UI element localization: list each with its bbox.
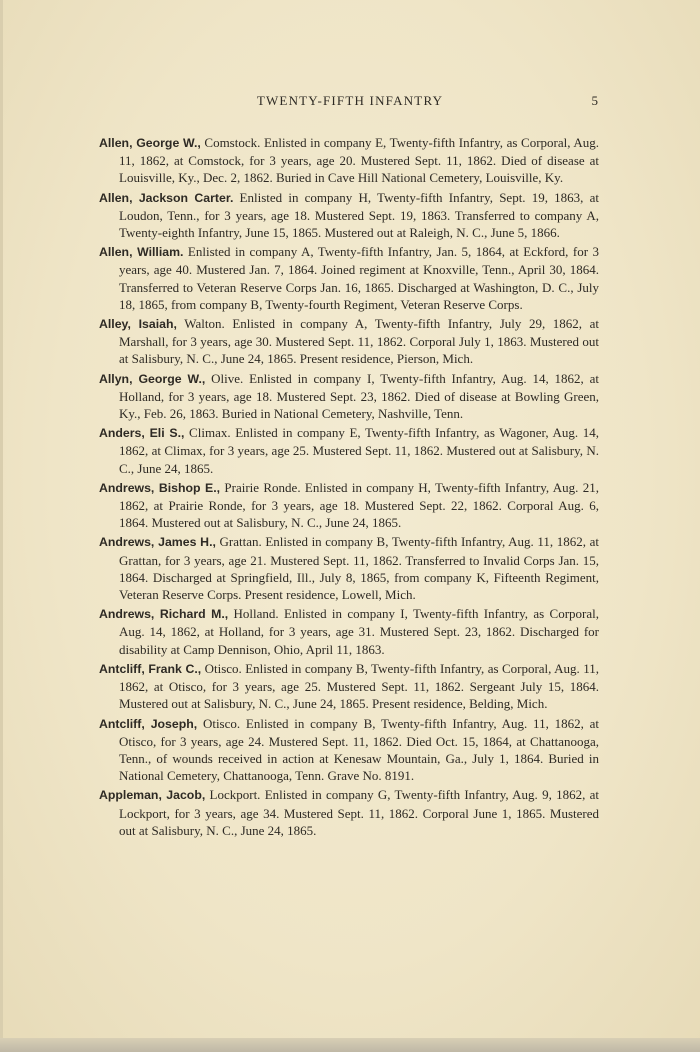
roster-entry — [99, 424, 599, 477]
entry-text: Enlisted in company A, Twenty-fifth Infantry, Jan. 5, 1864, at Eckford, for 3 years, age 40. Mustered Jan. 7, 1864. Joined regiment at Knoxville, Tenn., April 30, 1864. Transferred to Veteran Reserve Corps Jan. 16, 1865. Discharged at Washington, D. C., July 18, 1865, from company B, Twenty-fourth Regiment, Veteran Reserve Corps. — [119, 244, 599, 312]
roster-entry — [99, 134, 599, 187]
soldier-name: Andrews, Richard M., — [99, 607, 229, 622]
roster-entry — [99, 370, 599, 423]
roster-entry — [99, 786, 599, 839]
soldier-name: Antcliff, Joseph, — [99, 716, 198, 731]
roster-entry — [99, 533, 599, 603]
entry-text: Enlisted in company H, Twenty-fifth Infantry, Sept. 19, 1863, at Loudon, Tenn., for 3 years, age 18. Mustered Sept. 19, 1863. Transferred to company A, Twenty-eighth Infantry, June 15, 1865. Mustered out at Raleigh, N. C., June 5, 1866. — [119, 189, 599, 241]
soldier-name: Andrews, James H., — [99, 535, 216, 550]
page-number: 5 — [591, 93, 598, 108]
roster-entry — [99, 479, 599, 532]
page-header — [0, 93, 700, 113]
roster-entries — [99, 134, 599, 841]
entry-text: Olive. Enlisted in company I, Twenty-fifth Infantry, Aug. 14, 1862, at Holland, for 3 years, age 18. Mustered Sept. 23, 1862. Died of disease at Bowling Green, Ky., Feb. 26, 1863. Buried in National Cemetery, Nashville, Tenn. — [119, 370, 600, 422]
soldier-name: Appleman, Jacob, — [99, 788, 206, 803]
roster-entry — [99, 315, 599, 368]
soldier-name: Antcliff, Frank C., — [99, 661, 202, 676]
entry-text: Prairie Ronde. Enlisted in company H, Twenty-fifth Infantry, Aug. 21, 1862, at Prairie Ronde, for 3 years, age 18. Mustered Sept. 22, 1862. Corporal Aug. 6, 1864. Mustered out at Salisbury, N. C., June 24, 1865. — [119, 479, 599, 531]
soldier-name: Alley, Isaiah, — [99, 317, 177, 332]
soldier-name: Allen, George W., — [99, 136, 201, 150]
entry-text: Otisco. Enlisted in company B, Twenty-fifth Infantry, as Corporal, Aug. 11, 1862, at Otisco, for 3 years, age 25. Mustered Sept. 11, 1862. Sergeant July 15, 1864. Mustered out at Salisbury, N. C., June 24, 1865. Present residence, Belding, Mich. — [119, 660, 599, 712]
entry-text: Comstock. Enlisted in company E, Twenty-fifth Infantry, as Corporal, Aug. 11, 1862, at Comstock, for 3 years, age 20. Mustered Sept. 11, 1862. Died of disease at Louisville, Ky., Dec. 2, 1862. Buried in Cave Hill National Cemetery, Louisville, Ky. — [119, 135, 599, 186]
soldier-name: Andrews, Bishop E., — [99, 480, 221, 495]
roster-entry — [99, 189, 599, 242]
soldier-name: Allen, Jackson Carter. — [99, 190, 234, 205]
soldier-name: Allen, William. — [99, 245, 184, 260]
roster-entry — [99, 605, 599, 658]
soldier-name: Anders, Eli S., — [99, 426, 185, 441]
page-left-edge — [0, 0, 3, 1052]
running-head: TWENTY-FIFTH INFANTRY — [256, 93, 444, 108]
roster-entry — [99, 715, 599, 785]
entry-text: Grattan. Enlisted in company B, Twenty-fifth Infantry, Aug. 11, 1862, at Grattan, for 3 years, age 21. Mustered Sept. 11, 1862. Transferred to Invalid Corps Jan. 15, 1864. Discharged at Springfield, Ill., July 8, 1865, from company K, Fifteenth Regiment, Veteran Reserve Corps. Present residence, Lowell, Mich. — [119, 534, 599, 603]
entry-text: Lockport. Enlisted in company G, Twenty-fifth Infantry, Aug. 9, 1862, at Lockport, for 3 years, age 34. Mustered Sept. 11, 1862. Corporal June 1, 1865. Mustered out at Salisbury, N. C., June 24, 1865. — [119, 787, 599, 838]
entry-text: Otisco. Enlisted in company B, Twenty-fifth Infantry, Aug. 11, 1862, at Otisco, for 3 years, age 24. Mustered Sept. 11, 1862. Died Oct. 15, 1864, at Chattanooga, Tenn., of wounds received in action at Kenesaw Mountain, Ga., July 1, 1864. Buried in National Cemetery, Chattanooga, Tenn. Grave No. 8191. — [119, 715, 599, 784]
page-bottom-edge — [0, 1038, 700, 1052]
entry-text: Climax. Enlisted in company E, Twenty-fifth Infantry, as Wagoner, Aug. 14, 1862, at Climax, for 3 years, age 25. Mustered Sept. 11, 1862. Mustered out at Salisbury, N. C., June 24, 1865. — [119, 425, 600, 476]
roster-entry — [99, 243, 599, 313]
entry-text: Walton. Enlisted in company A, Twenty-fifth Infantry, July 29, 1862, at Marshall, for 3 years, age 30. Mustered Sept. 11, 1862. Corporal July 1, 1863. Mustered out at Salisbury, N. C., June 24, 1865. Present residence, Pierson, Mich. — [119, 316, 600, 367]
roster-entry — [99, 660, 599, 713]
entry-text: Holland. Enlisted in company I, Twenty-fifth Infantry, as Corporal, Aug. 14, 1862, at Holland, for 3 years, age 31. Mustered Sept. 23, 1862. Discharged for disability at Camp Dennison, Ohio, April 11, 1863. — [119, 606, 599, 657]
soldier-name: Allyn, George W., — [99, 371, 206, 386]
